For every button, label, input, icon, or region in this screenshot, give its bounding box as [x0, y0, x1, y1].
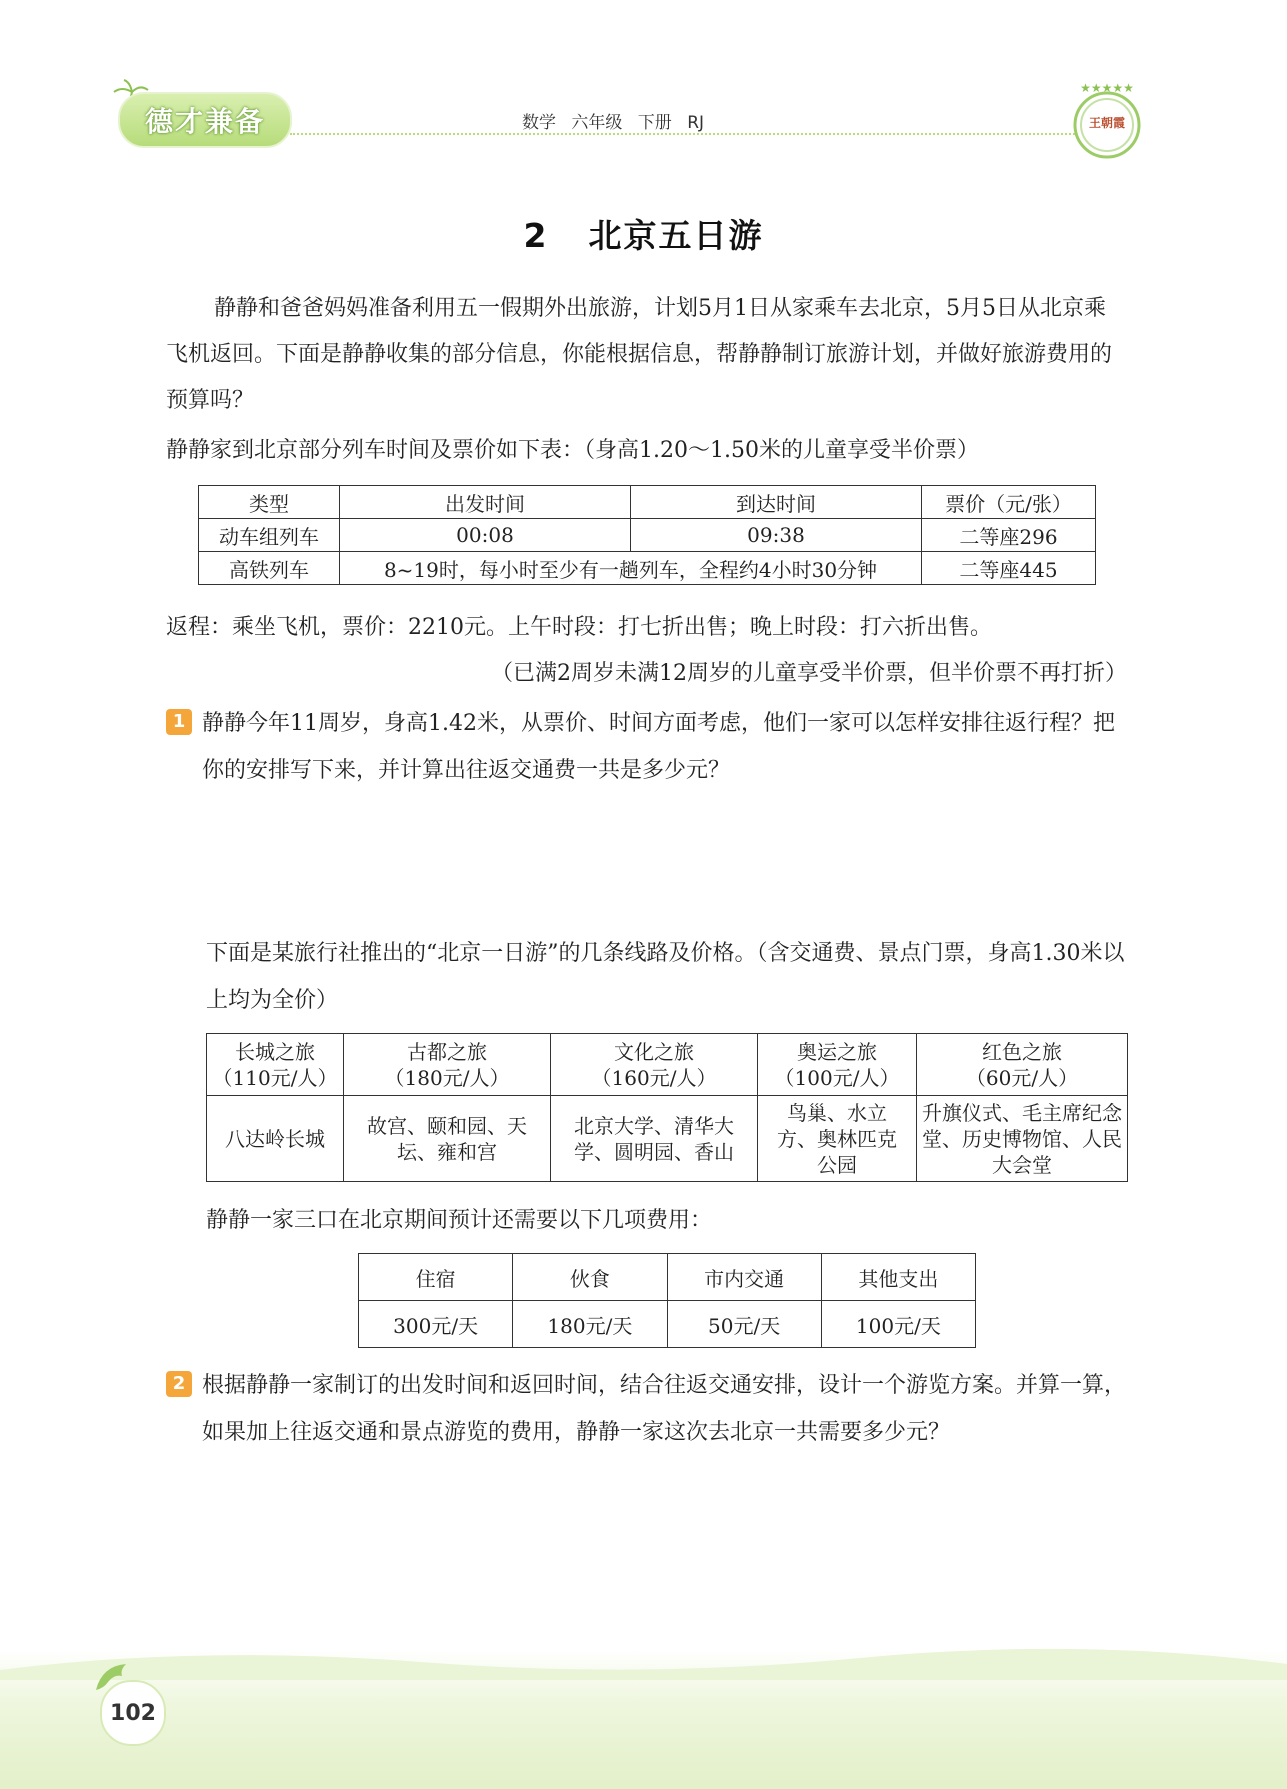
- tour-table: [206, 1033, 1128, 1182]
- tour-price: （110元/人）: [212, 1065, 338, 1090]
- tour-price: （60元/人）: [965, 1065, 1079, 1090]
- table-cell: 动车组列车: [199, 519, 340, 552]
- table-header: [758, 1034, 917, 1096]
- table-cell: 二等座445: [922, 552, 1096, 585]
- table-cell: 50元/天: [667, 1301, 821, 1348]
- brand-logo: 德才兼备: [118, 92, 292, 148]
- table-row: [199, 486, 1096, 519]
- author-seal-text: 王朝霞: [1088, 116, 1125, 130]
- train-caption: 静静家到北京部分列车时间及票价如下表：（身高1.20～1.50米的儿童享受半价票）: [166, 438, 979, 463]
- page-number: 102: [100, 1680, 166, 1746]
- table-cell: 00:08: [340, 519, 631, 552]
- table-cell: 北京大学、清华大学、圆明园、香山: [551, 1096, 758, 1182]
- question-number-badge: 2: [166, 1371, 192, 1397]
- return-info: 返程：乘坐飞机，票价：2210元。上午时段：打七折出售；晚上时段：打六折出售。: [166, 615, 992, 640]
- intro-paragraph: 静静和爸爸妈妈准备利用五一假期外出旅游，计划5月1日从家乘车去北京，5月5日从北京乘飞机返回。下面是静静收集的部分信息，你能根据信息，帮静静制订旅游计划，并做好旅游费用的预算吗？: [166, 296, 1113, 413]
- expense-caption: 静静一家三口在北京期间预计还需要以下几项费用：: [206, 1208, 713, 1233]
- table-cell: 09:38: [631, 519, 922, 552]
- table-header: 住宿: [359, 1254, 513, 1301]
- table-cell: 180元/天: [513, 1301, 667, 1348]
- table-header: [551, 1034, 758, 1096]
- footer-wave-decoration: [0, 1640, 1287, 1680]
- question-2: 根据静静一家制订的出发时间和返回时间，结合往返交通安排，设计一个游览方案。并算一算，如果加上往返交通和景点游览的费用，静静一家这次去北京一共需要多少元？: [202, 1373, 1127, 1445]
- expense-table: [358, 1253, 976, 1348]
- tour-name: 文化之旅: [614, 1039, 694, 1064]
- table-header: 到达时间: [631, 486, 922, 519]
- table-cell: 八达岭长城: [207, 1096, 344, 1182]
- tour-name: 长城之旅: [235, 1039, 315, 1064]
- tour-name: 古都之旅: [407, 1039, 487, 1064]
- header-divider: [290, 133, 1090, 135]
- table-header: [207, 1034, 344, 1096]
- tour-caption: 下面是某旅行社推出的“北京一日游”的几条线路及价格。（含交通费、景点门票，身高1.30米以上均为全价）: [206, 941, 1125, 1013]
- table-row: [359, 1254, 976, 1301]
- page-header: [0, 0, 1287, 160]
- svg-text:★★★★★: ★★★★★: [1080, 81, 1134, 95]
- tour-name: 红色之旅: [982, 1039, 1062, 1064]
- train-table: [198, 485, 1096, 585]
- table-cell: 鸟巢、水立方、奥林匹克公园: [758, 1096, 917, 1182]
- table-cell: 故宫、颐和园、天坛、雍和宫: [344, 1096, 551, 1182]
- table-cell: 300元/天: [359, 1301, 513, 1348]
- table-cell: 8~19时，每小时至少有一趟列车，全程约4小时30分钟: [340, 552, 922, 585]
- table-header: 类型: [199, 486, 340, 519]
- lesson-number: 2: [523, 216, 549, 255]
- table-header: 出发时间: [340, 486, 631, 519]
- question-number-badge: 1: [166, 709, 192, 735]
- table-row: [199, 519, 1096, 552]
- lesson-title: [0, 210, 1287, 257]
- table-cell: 升旗仪式、毛主席纪念堂、历史博物馆、人民大会堂: [917, 1096, 1128, 1182]
- table-row: [359, 1301, 976, 1348]
- table-cell: 100元/天: [821, 1301, 975, 1348]
- lesson-title-text: 北京五日游: [588, 216, 764, 255]
- table-header: 票价（元/张）: [922, 486, 1096, 519]
- table-cell: 高铁列车: [199, 552, 340, 585]
- book-info: 数学 六年级 下册 RJ: [522, 113, 705, 133]
- table-header: 伙食: [513, 1254, 667, 1301]
- table-header: 市内交通: [667, 1254, 821, 1301]
- question-1: 静静今年11周岁，身高1.42米，从票价、时间方面考虑，他们一家可以怎样安排往返行程？把你的安排写下来，并计算出往返交通费一共是多少元？: [202, 711, 1115, 783]
- table-header: 其他支出: [821, 1254, 975, 1301]
- table-row: [207, 1034, 1128, 1096]
- table-row: [199, 552, 1096, 585]
- tour-price: （160元/人）: [591, 1065, 717, 1090]
- table-cell: 二等座296: [922, 519, 1096, 552]
- return-note: （已满2周岁未满12周岁的儿童享受半价票，但半价票不再打折）: [491, 661, 1127, 686]
- table-header: [344, 1034, 551, 1096]
- table-row: [207, 1096, 1128, 1182]
- table-header: [917, 1034, 1128, 1096]
- tour-price: （180元/人）: [384, 1065, 510, 1090]
- tour-price: （100元/人）: [774, 1065, 900, 1090]
- tour-name: 奥运之旅: [797, 1039, 877, 1064]
